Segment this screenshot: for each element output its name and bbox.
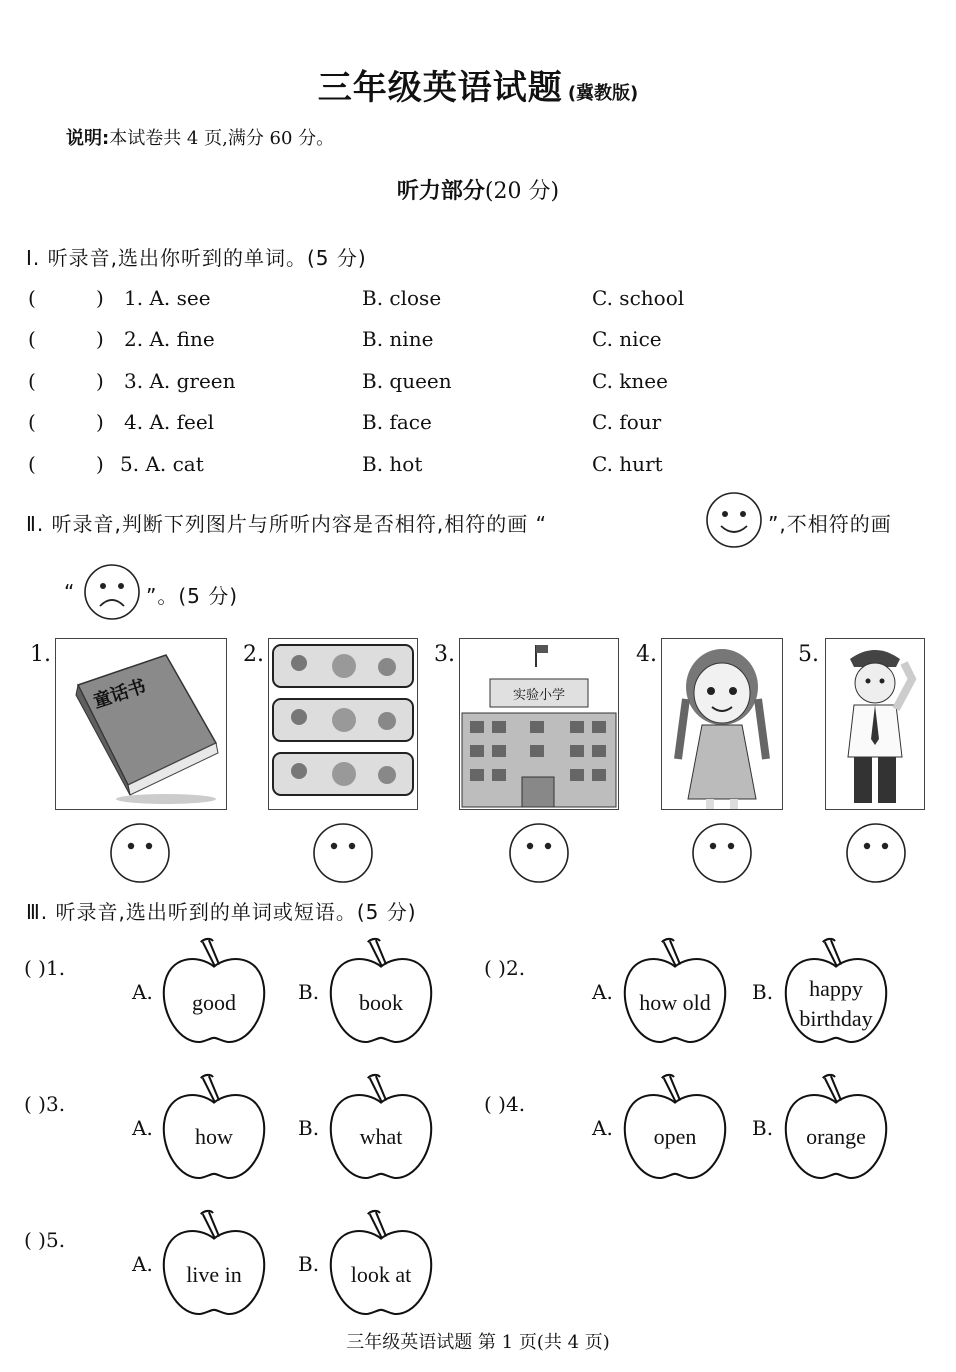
option-c: C. knee [592, 369, 668, 393]
question-row-1 [0, 286, 956, 316]
answer-paren-close: ) [96, 286, 104, 310]
option-a-label: A. [132, 1252, 153, 1276]
picture-number: 4. [636, 642, 657, 667]
section2-heading [26, 508, 547, 537]
section2-heading-part4: ”。(5 分) [146, 584, 239, 608]
apple-word [780, 974, 892, 1034]
page-footer: 三年级英语试题 第 1 页(共 4 页) [346, 1332, 610, 1353]
option-b-label: B. [298, 980, 320, 1004]
answer-paren-close: ) [96, 369, 104, 393]
note-label: 说明: [66, 128, 110, 149]
answer-paren-open[interactable]: ( [28, 452, 36, 476]
item-label[interactable]: ( )2. [484, 956, 526, 980]
answer-paren-open[interactable]: ( [28, 369, 36, 393]
option-c: C. hurt [592, 452, 663, 476]
picture-number: 1. [30, 642, 51, 667]
apple-word-line2: birthday [799, 1006, 873, 1031]
answer-paren-open[interactable]: ( [28, 286, 36, 310]
option-a: 2. A. fine [124, 327, 215, 351]
option-a: 1. A. see [124, 286, 211, 310]
option-b-label: B. [752, 1116, 774, 1140]
apple-word: look at [350, 1262, 412, 1287]
option-b-label: B. [298, 1116, 320, 1140]
option-b: B. hot [362, 452, 423, 476]
option-a-label: A. [132, 1116, 153, 1140]
picture-number: 2. [243, 642, 264, 667]
apple-word: book [359, 990, 403, 1015]
option-a: 3. A. green [124, 369, 236, 393]
question-row-5 [0, 452, 956, 482]
answer-paren-close: ) [96, 452, 104, 476]
option-c: C. nice [592, 327, 662, 351]
answer-paren-close: ) [96, 410, 104, 434]
storybook-icon [56, 639, 226, 809]
apple-word: open [653, 1124, 697, 1149]
apple-option-b[interactable] [780, 1072, 892, 1184]
answer-face-icon[interactable] [508, 822, 570, 884]
picture-school [459, 638, 619, 810]
part-heading [0, 174, 956, 205]
option-a: 5. A. cat [120, 452, 204, 476]
page-title-block [0, 60, 956, 109]
instructions [66, 124, 334, 150]
note-text: 本试卷共 4 页,满分 60 分。 [109, 128, 335, 149]
apple-option-a[interactable] [158, 1072, 270, 1184]
option-b: B. queen [362, 369, 452, 393]
apple-word: orange [806, 1124, 866, 1149]
apple-option-b[interactable] [325, 1208, 437, 1320]
option-b: B. nine [362, 327, 434, 351]
option-a-label: A. [592, 1116, 613, 1140]
pencil-box-icon [269, 639, 417, 809]
part-score: (20 分) [484, 179, 560, 204]
page-title: 三年级英语试题 [317, 68, 563, 108]
policeman-icon [826, 639, 924, 809]
apple-option-b[interactable] [780, 936, 892, 1048]
apple-word: live in [186, 1262, 242, 1287]
apple-option-a[interactable] [158, 1208, 270, 1320]
girl-icon [662, 639, 782, 809]
apple-word: what [359, 1124, 403, 1149]
item-label[interactable]: ( )3. [24, 1092, 66, 1116]
question-row-3 [0, 369, 956, 399]
section1-heading: Ⅰ. 听录音,选出你听到的单词。(5 分) [26, 246, 367, 270]
picture-policeman [825, 638, 925, 810]
apple-word: good [192, 990, 236, 1015]
picture-number: 3. [434, 642, 455, 667]
option-b: B. face [362, 410, 432, 434]
option-c: C. four [592, 410, 662, 434]
answer-paren-open[interactable]: ( [28, 410, 36, 434]
question-row-4 [0, 410, 956, 440]
answer-face-icon[interactable] [691, 822, 753, 884]
sad-face-icon [82, 562, 142, 622]
book-title: 童话书 [90, 675, 149, 713]
option-b: B. close [362, 286, 442, 310]
school-building-icon [460, 639, 618, 809]
picture-number: 5. [798, 642, 819, 667]
school-sign: 实验小学 [512, 688, 566, 703]
picture-pencil-boxes [268, 638, 418, 810]
option-c: C. school [592, 286, 685, 310]
item-label[interactable]: ( )1. [24, 956, 66, 980]
edition-label: (冀教版) [567, 83, 639, 104]
answer-face-icon[interactable] [312, 822, 374, 884]
item-label[interactable]: ( )5. [24, 1228, 66, 1252]
apple-option-b[interactable] [325, 936, 437, 1048]
picture-girl [661, 638, 783, 810]
apple-option-b[interactable] [325, 1072, 437, 1184]
section2-heading-part2: ”,不相符的画 [768, 512, 892, 536]
apple-option-a[interactable] [619, 936, 731, 1048]
section3-heading: Ⅲ. 听录音,选出听到的单词或短语。(5 分) [26, 900, 417, 924]
section2-heading-part1: Ⅱ. 听录音,判断下列图片与所听内容是否相符,相符的画 “ [26, 512, 547, 536]
question-row-2 [0, 327, 956, 357]
option-b-label: B. [752, 980, 774, 1004]
answer-face-icon[interactable] [845, 822, 907, 884]
apple-option-a[interactable] [619, 1072, 731, 1184]
apple-word-line1: happy [809, 976, 863, 1001]
item-label[interactable]: ( )4. [484, 1092, 526, 1116]
option-a: 4. A. feel [124, 410, 215, 434]
option-a-label: A. [592, 980, 613, 1004]
answer-paren-close: ) [96, 327, 104, 351]
answer-paren-open[interactable]: ( [28, 327, 36, 351]
section2-heading-part3: “ [64, 580, 76, 604]
smiley-face-icon [704, 490, 764, 550]
option-a-label: A. [132, 980, 153, 1004]
apple-word: how [195, 1124, 233, 1149]
apple-word: how old [639, 990, 711, 1015]
apple-option-a[interactable] [158, 936, 270, 1048]
answer-face-icon[interactable] [109, 822, 171, 884]
part-name: 听力部分 [396, 179, 485, 204]
picture-storybook [55, 638, 227, 810]
option-b-label: B. [298, 1252, 320, 1276]
